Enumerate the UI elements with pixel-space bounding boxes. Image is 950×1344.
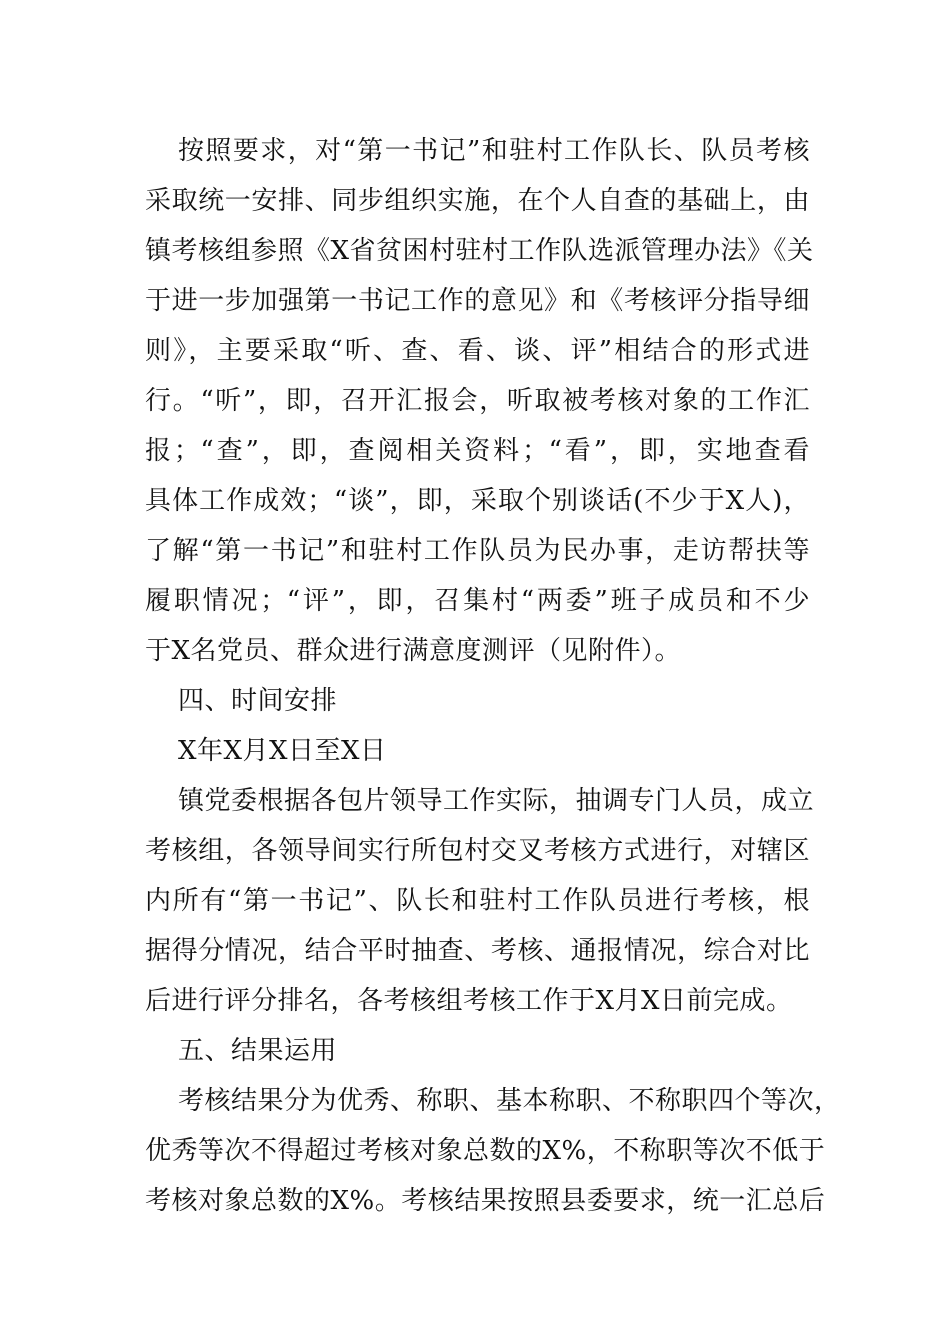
paragraph-line: 履职情况；“评”，即，召集村“两委”班子成员和不少 <box>145 586 810 616</box>
date-range: X年X月X日至X日 <box>178 736 387 766</box>
paragraph-line: 考核对象总数的X%。考核结果按照县委要求，统一汇总后 <box>145 1186 826 1216</box>
paragraph-line: 于X名党员、群众进行满意度测评（见附件）。 <box>145 636 682 666</box>
paragraph-line: 内所有“第一书记”、队长和驻村工作队员进行考核，根 <box>145 886 810 916</box>
paragraph-line: 按照要求，对“第一书记”和驻村工作队长、队员考核 <box>178 136 810 166</box>
section-heading: 五、结果运用 <box>178 1036 338 1066</box>
paragraph-line: 行。“听”，即，召开汇报会，听取被考核对象的工作汇 <box>145 386 810 416</box>
document-body <box>145 126 841 1226</box>
paragraph-line: 则》，主要采取“听、查、看、谈、评”相结合的形式进 <box>145 336 810 366</box>
paragraph-line: 具体工作成效；“谈”，即，采取个别谈话(不少于X人)， <box>145 486 810 516</box>
paragraph-line: 于进一步加强第一书记工作的意见》和《考核评分指导细 <box>145 286 810 316</box>
paragraph-line: 后进行评分排名，各考核组考核工作于X月X日前完成。 <box>145 986 793 1016</box>
paragraph-line: 报；“查”，即，查阅相关资料；“看”，即，实地查看 <box>145 436 810 466</box>
section-heading: 四、时间安排 <box>178 686 338 716</box>
paragraph-line: 镇党委根据各包片领导工作实际，抽调专门人员，成立 <box>178 786 815 816</box>
paragraph-line: 优秀等次不得超过考核对象总数的X%，不称职等次不低于 <box>145 1136 826 1166</box>
paragraph-line: 了解“第一书记”和驻村工作队员为民办事，走访帮扶等 <box>145 536 810 566</box>
paragraph-line: 镇考核组参照《X省贫困村驻村工作队选派管理办法》《关 <box>145 236 814 266</box>
paragraph-line: 采取统一安排、同步组织实施，在个人自查的基础上，由 <box>145 186 810 216</box>
paragraph-line: 考核结果分为优秀、称职、基本称职、不称职四个等次， <box>178 1086 841 1116</box>
paragraph-line: 考核组，各领导间实行所包村交叉考核方式进行，对辖区 <box>145 836 810 866</box>
paragraph-line: 据得分情况，结合平时抽查、考核、通报情况，综合对比 <box>145 936 810 966</box>
